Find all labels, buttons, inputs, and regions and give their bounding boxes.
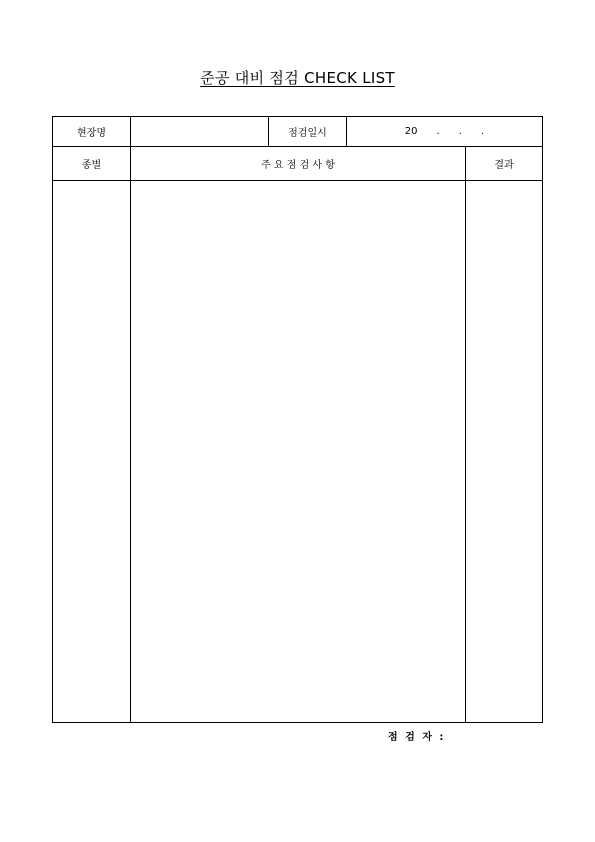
items-column-header: 주 요 점 검 사 항 [261, 160, 335, 171]
type-column-header: 종별 [81, 160, 102, 171]
result-column-header: 결과 [494, 160, 514, 171]
type-entries-area[interactable] [53, 181, 130, 722]
inspection-items-area[interactable] [131, 181, 465, 722]
document-title [0, 68, 595, 88]
inspection-date-field[interactable]: 20 . . . [404, 126, 485, 137]
result-entries-area[interactable] [466, 181, 542, 722]
site-name-field[interactable] [131, 117, 268, 146]
document-title-text: 준공 대비 점검 CHECK LIST [200, 69, 395, 87]
inspection-date-label: 점검일시 [288, 128, 327, 139]
checklist-form [52, 116, 543, 723]
inspector-signature-label: 점 검 자 : [388, 732, 446, 743]
site-label: 현장명 [77, 128, 106, 139]
